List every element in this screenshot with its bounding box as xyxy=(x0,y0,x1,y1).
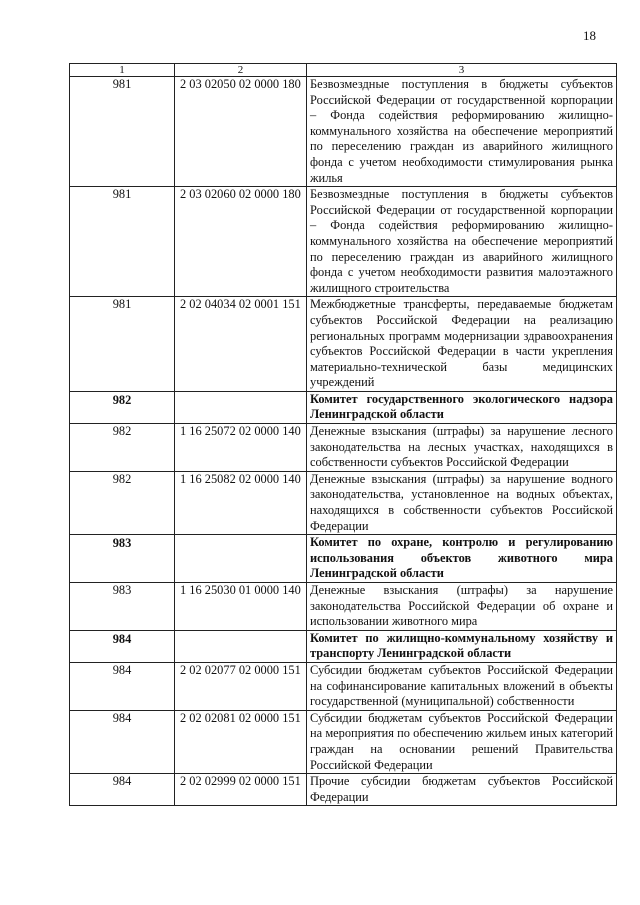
admin-code-cell: 982 xyxy=(70,391,175,423)
description-cell: Субсидии бюджетам субъектов Российской Федерации на мероприятия по обеспечению жильем иных категорий граждан на основании решений Правительства Российской Федерации xyxy=(307,710,617,773)
admin-code-cell: 983 xyxy=(70,583,175,631)
description-cell: Комитет государственного экологического надзора Ленинградской области xyxy=(307,391,617,423)
table-header-row xyxy=(70,64,617,77)
description-cell: Безвозмездные поступления в бюджеты субъектов Российской Федерации от государственной корпорации – Фонда содействия реформированию жилищно-коммунального хозяйства на обеспечение мероприятий по переселению граждан из аварийного жилищного фонда с учетом необходимости развития малоэтажного жилищного строительства xyxy=(307,187,617,297)
budget-code-cell xyxy=(175,391,307,423)
department-row xyxy=(70,391,617,423)
column-header-2: 2 xyxy=(175,64,307,77)
admin-code-cell: 983 xyxy=(70,535,175,583)
budget-code-cell: 2 03 02050 02 0000 180 xyxy=(175,77,307,187)
admin-code-cell: 984 xyxy=(70,662,175,710)
table-row xyxy=(70,583,617,631)
department-row xyxy=(70,535,617,583)
admin-code-cell: 982 xyxy=(70,471,175,534)
budget-code-cell: 1 16 25082 02 0000 140 xyxy=(175,471,307,534)
budget-code-cell: 2 02 02077 02 0000 151 xyxy=(175,662,307,710)
table-row xyxy=(70,774,617,806)
budget-code-cell: 2 03 02060 02 0000 180 xyxy=(175,187,307,297)
admin-code-cell: 981 xyxy=(70,297,175,392)
description-cell: Денежные взыскания (штрафы) за нарушение законодательства Российской Федерации об охране и использовании животного мира xyxy=(307,583,617,631)
description-cell: Субсидии бюджетам субъектов Российской Федерации на софинансирование капитальных вложений в объекты государственной (муниципальной) собственности xyxy=(307,662,617,710)
budget-code-cell: 2 02 04034 02 0001 151 xyxy=(175,297,307,392)
admin-code-cell: 984 xyxy=(70,710,175,773)
table-row xyxy=(70,77,617,187)
description-cell: Безвозмездные поступления в бюджеты субъектов Российской Федерации от государственной корпорации – Фонда содействия реформированию жилищно-коммунального хозяйства на обеспечение мероприятий по переселению граждан из аварийного жилищного фонда с учетом необходимости стимулирования рынка жилья xyxy=(307,77,617,187)
description-cell: Комитет по жилищно-коммунальному хозяйству и транспорту Ленинградской области xyxy=(307,630,617,662)
description-cell: Прочие субсидии бюджетам субъектов Российской Федерации xyxy=(307,774,617,806)
budget-code-cell: 1 16 25030 01 0000 140 xyxy=(175,583,307,631)
budget-code-cell xyxy=(175,630,307,662)
description-cell: Денежные взыскания (штрафы) за нарушение водного законодательства, установленное на водных объектах, находящихся в собственности субъектов Российской Федерации xyxy=(307,471,617,534)
description-cell: Денежные взыскания (штрафы) за нарушение лесного законодательства на лесных участках, находящихся в собственности субъектов Российской Федерации xyxy=(307,424,617,472)
admin-code-cell: 982 xyxy=(70,424,175,472)
admin-code-cell: 981 xyxy=(70,77,175,187)
column-header-1: 1 xyxy=(70,64,175,77)
description-cell: Комитет по охране, контролю и регулированию использования объектов животного мира Ленинградской области xyxy=(307,535,617,583)
department-row xyxy=(70,630,617,662)
page-number: 18 xyxy=(583,28,596,43)
table-row xyxy=(70,297,617,392)
admin-code-cell: 984 xyxy=(70,630,175,662)
budget-code-cell: 2 02 02081 02 0000 151 xyxy=(175,710,307,773)
budget-code-cell: 1 16 25072 02 0000 140 xyxy=(175,424,307,472)
budget-code-cell xyxy=(175,535,307,583)
table-row xyxy=(70,710,617,773)
description-cell: Межбюджетные трансферты, передаваемые бюджетам субъектов Российской Федерации на реализацию региональных программ модернизации здравоохранения субъектов Российской Федерации в части укрепления материально-технической базы медицинских учреждений xyxy=(307,297,617,392)
admin-code-cell: 984 xyxy=(70,774,175,806)
admin-code-cell: 981 xyxy=(70,187,175,297)
table-row xyxy=(70,471,617,534)
budget-codes-table xyxy=(69,63,617,806)
table-row xyxy=(70,187,617,297)
column-header-3: 3 xyxy=(307,64,617,77)
table-row xyxy=(70,424,617,472)
budget-code-cell: 2 02 02999 02 0000 151 xyxy=(175,774,307,806)
table-row xyxy=(70,662,617,710)
